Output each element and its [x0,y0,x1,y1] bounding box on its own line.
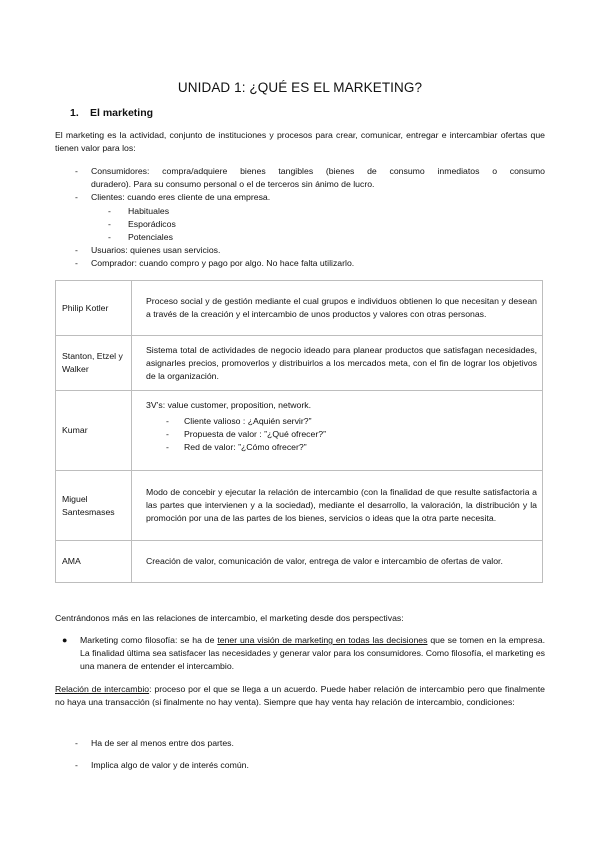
definition-text: 3V’s: value customer, proposition, network. [146,400,311,410]
list-item-clientes: Clientes: cuando eres cliente de una empresa. [91,192,271,202]
section-heading [70,107,153,119]
list-item-comprador: Comprador: cuando compro y pago por algo. No hace falta utilizarlo. [91,258,355,268]
philosophy-lead: Marketing como filosofía: se ha de [80,635,218,645]
definition-cell: Modo de concebir y ejecutar la relación de intercambio (con la finalidad de que resulte satisfactoria a las partes que intervienen y a la sociedad), mediante el desarrollo, la valoración, la distribución y la promoción por una de las partes de los bienes, servicios o ideas que la otra parte necesita. [132,471,543,541]
table-row [56,336,543,391]
sublist-item-habituales: Habituales [128,206,170,216]
definitions-table [55,280,543,583]
list-dash: - [75,258,78,268]
condition-item: Ha de ser al menos entre dos partes. [91,738,234,748]
sublist-dash: - [108,219,111,229]
exchange-text: : proceso por el que se llega a un acuerdo. Puede haber relación de intercambio pero que finalmente no haya una transacción (si finalmente no hay venta). Siempre que hay venta hay relación de intercambio, condiciones: [55,684,546,707]
exchange-term: Relación de intercambio [55,684,150,694]
intro-paragraph: El marketing es la actividad, conjunto de instituciones y procesos para crear, comunicar, entregar e intercambiar ofertas que tienen valor para los: [55,130,545,153]
list-item-usuarios: Usuarios: quienes usan servicios. [91,245,221,255]
philosophy-paragraph [80,634,545,673]
table-row [56,471,543,541]
philosophy-rest: que se tomen en la empresa. La finalidad última sea satisfacer las necesidades y generar valor para los consumidores. Como filosofía, el marketing es una manera de entender el intercambio. [80,635,546,671]
sublist-dash: - [108,206,111,216]
list-item: - Cliente valioso : ¿Aquién servir?” [146,415,537,428]
list-item: - Red de valor: ”¿Cómo ofrecer?” [146,441,537,454]
table-row [56,281,543,336]
list-dash: - [75,192,78,202]
list-dash: - [75,166,78,176]
page-title: UNIDAD 1: ¿QUÉ ES EL MARKETING? [177,80,423,95]
table-row [56,391,543,471]
perspectives-intro: Centrándonos más en las relaciones de intercambio, el marketing desde dos perspectivas: [55,613,404,623]
sublist-item-potenciales: Potenciales [128,232,173,242]
sublist-item-esporadicos: Esporádicos [128,219,176,229]
definition-cell: Creación de valor, comunicación de valor, entrega de valor e intercambio de ofertas de valor. [132,541,543,583]
section-title: El marketing [90,107,154,119]
list-dash: - [75,245,78,255]
table-row [56,541,543,583]
author-cell: Philip Kotler [56,281,132,336]
definition-cell [132,391,543,471]
definition-cell: Proceso social y de gestión mediante el cual grupos e individuos obtienen lo que necesitan y desean a través de la creación y el intercambio de unos productos y valores con otras personas. [132,281,543,336]
section-number: 1. [70,107,79,119]
bullet-icon: ● [62,635,68,645]
list-item-consumidores: Consumidores: compra/adquiere bienes tangibles (bienes de consumo inmediatos o consumo [91,166,545,176]
list-dash: - [75,760,78,770]
author-cell: Stanton, Etzel y Walker [56,336,132,391]
sublist-dash: - [108,232,111,242]
condition-item: Implica algo de valor y de interés común. [91,760,249,770]
definition-cell: Sistema total de actividades de negocio ideado para planear productos que satisfagan necesidades, asignarles precios, promoverlos y distribuirlos a los mercados meta, con el fin de lograr los objetivos de la organización. [132,336,543,391]
author-cell: Kumar [56,391,132,471]
three-v-list [146,415,537,454]
list-item-consumidores-cont: duradero). Para su consumo personal o el de terceros sin ánimo de lucro. [91,179,375,189]
author-cell: Miguel Santesmases [56,471,132,541]
list-dash: - [75,738,78,748]
list-item: - Propuesta de valor : ”¿Qué ofrecer?” [146,428,537,441]
author-cell: AMA [56,541,132,583]
philosophy-underlined: tener una visión de marketing en todas las decisiones [217,635,428,645]
exchange-paragraph [55,683,545,709]
